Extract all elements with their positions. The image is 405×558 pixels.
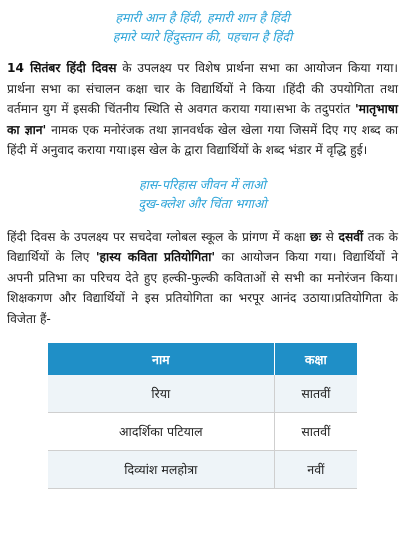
table-row xyxy=(48,375,357,413)
class-six: छः xyxy=(310,229,322,244)
game-name: 'मातृभाषा का ज्ञान' xyxy=(7,102,398,137)
winner-name: दिव्यांश मलहोत्रा xyxy=(48,451,274,489)
paragraph-competition xyxy=(7,227,398,330)
winner-name: रिया xyxy=(48,375,274,413)
slogan-top-line2: हमारे प्यारे हिंदुस्तान की, पहचान है हिंदी xyxy=(112,29,293,44)
slogan-top xyxy=(7,8,398,46)
winner-class: नवीं xyxy=(274,451,357,489)
class-ten: दसवीं xyxy=(338,229,364,244)
slogan-top-line1: हमारी आन है हिंदी, हमारी शान है हिंदी xyxy=(115,10,290,25)
para2-text-c: तक के विद्यार्थियों के लिए xyxy=(7,229,398,264)
slogan-mid-line1: हास-परिहास जीवन में लाओ xyxy=(139,176,266,192)
table-row xyxy=(48,451,357,489)
paragraph-hindi-diwas xyxy=(7,58,398,161)
para1-text-a: के उपलक्ष्य पर विशेष प्रार्थना सभा का आयोजन किया गया।प्रार्थना सभा का संचालन कक्षा चार के विद्यार्थियों ने किया ।हिंदी की उपयोगिता तथा वर्तमान युग में इसकी चिंतनीय स्थिति से अवगत कराया गया।सभा के तदुपरांत xyxy=(7,61,399,116)
header-name: नाम xyxy=(48,343,274,375)
para2-text-d: का आयोजन किया गया। विद्यार्थियों ने अपनी प्रतिभा का परिचय देते हुए हल्की-फुल्की कविताओं से सभी का मनोरंजन किया।शिक्षकगण और विद्यार्थियों ने इस प्रतियोगिता का भरपूर आनंद उठाया।प्रतियोगिता के विजेता हैं- xyxy=(7,250,398,326)
slogan-mid-line2: दुख-क्लेश और चिंता भगाओ xyxy=(138,195,267,211)
winner-class: सातवीं xyxy=(274,375,357,413)
winner-name: आदर्शिका पटियाल xyxy=(48,413,274,451)
para2-text-a: हिंदी दिवस के उपलक्ष्य पर सचदेवा ग्लोबल स्कूल के प्रांगण में कक्षा xyxy=(7,229,311,244)
table-row xyxy=(48,413,357,451)
header-class: कक्षा xyxy=(274,343,357,375)
slogan-mid xyxy=(7,175,398,213)
para1-text-b: नामक एक मनोरंजक तथा ज्ञानवर्धक खेल खेला गया जिसमें दिए गए शब्द का हिंदी में अनुवाद कराया गया।इस खेल के द्वारा विद्यार्थियों के शब्द भंडार में वृद्धि हुई। xyxy=(7,122,398,157)
winner-class: सातवीं xyxy=(274,413,357,451)
para2-text-b: से xyxy=(321,229,339,244)
date-heading: 14 सितंबर हिंदी दिवस xyxy=(7,61,117,75)
table-header-row xyxy=(48,343,357,375)
competition-name: 'हास्य कविता प्रतियोगिता' xyxy=(95,250,216,264)
winners-table xyxy=(48,343,357,489)
